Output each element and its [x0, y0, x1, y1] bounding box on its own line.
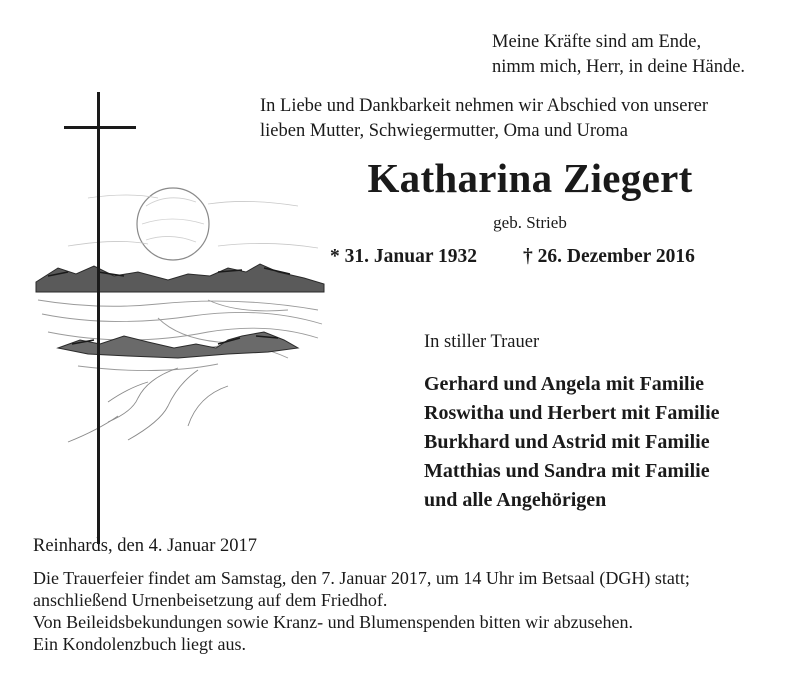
mourners-list [424, 370, 784, 515]
cross-icon [64, 92, 136, 544]
note-line: Von Beileidsbekundungen sowie Kranz- und Blumenspenden bitten wir abzusehen. [33, 612, 634, 632]
far-mountains [36, 264, 324, 292]
motto-verse [492, 30, 782, 80]
valley-mist [38, 300, 322, 371]
motto-line: nimm mich, Herr, in deine Hände. [492, 57, 746, 77]
mourner-entry: Roswitha und Herbert mit Familie [424, 402, 720, 424]
mourning-heading: In stiller Trauer [424, 332, 540, 352]
note-line: Die Trauerfeier findet am Samstag, den 7. Januar 2017, um 14 Uhr im Betsaal (DGH) statt; [33, 568, 690, 588]
mourner-entry: Matthias und Sandra mit Familie [424, 460, 710, 482]
near-hills [58, 332, 298, 358]
intro-line: lieben Mutter, Schwiegermutter, Oma und Uroma [260, 121, 628, 141]
mourner-entry: Gerhard und Angela mit Familie [424, 373, 704, 395]
death-date: † 26. Dezember 2016 [523, 246, 695, 267]
note-line: Ein Kondolenzbuch liegt aus. [33, 634, 246, 654]
sun-icon [137, 188, 209, 260]
birth-date: * 31. Januar 1932 [330, 246, 477, 267]
note-line: anschließend Urnenbeisetzung auf dem Friedhof. [33, 590, 388, 610]
deceased-name: Katharina Ziegert [367, 155, 693, 201]
intro-text [260, 94, 760, 144]
mourner-entry: und alle Angehörigen [424, 489, 607, 511]
mourner-entry: Burkhard und Astrid mit Familie [424, 431, 710, 453]
place-and-date: Reinhards, den 4. Januar 2017 [33, 536, 258, 556]
funeral-notes [33, 567, 783, 655]
foreground-path [68, 368, 228, 442]
cross-landscape-illustration [28, 86, 328, 551]
intro-line: In Liebe und Dankbarkeit nehmen wir Abschied von unserer [260, 96, 708, 116]
motto-line: Meine Kräfte sind am Ende, [492, 32, 702, 52]
maiden-name: geb. Strieb [493, 213, 567, 232]
